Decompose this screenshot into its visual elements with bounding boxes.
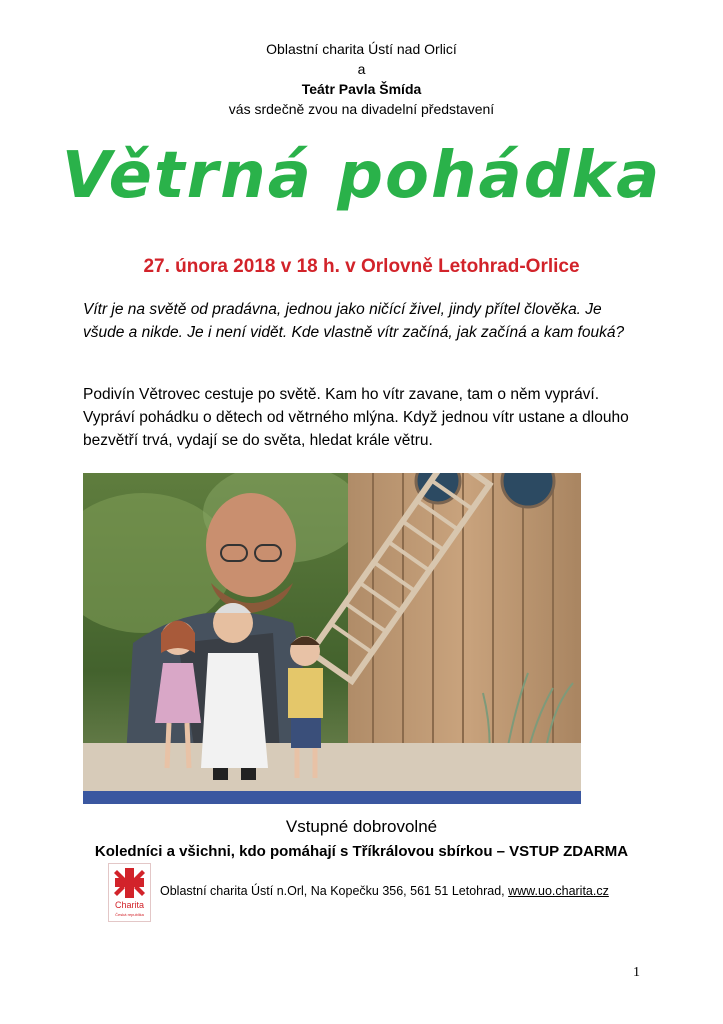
charita-logo bbox=[108, 863, 151, 922]
entry-note: Koledníci a všichni, kdo pomáhají s Tříkrálovou sbírkou – VSTUP ZDARMA bbox=[94, 843, 629, 860]
website-link[interactable]: www.uo.charita.cz bbox=[508, 884, 609, 898]
page-number: 1 bbox=[633, 965, 640, 980]
intro-line: Vítr je na světě od pradávna, jednou jako ničící živel, jindy přítel člověka. Je bbox=[83, 301, 602, 318]
intro-line: všude a nikde. Je i není vidět. Kde vlastně vítr začíná, jak začíná a kam fouká? bbox=[83, 324, 625, 341]
invitation-text: vás srdečně zvou na divadelní představení bbox=[228, 101, 495, 117]
conjunction: a bbox=[357, 61, 366, 77]
story-line: Podivín Větrovec cestuje po světě. Kam ho vítr zavane, tam o něm vypráví. bbox=[83, 386, 600, 403]
footer-address: Oblastní charita Ústí n.Orl, Na Kopečku 356, 561 51 Letohrad, bbox=[160, 884, 509, 898]
theatre-name: Teátr Pavla Šmída bbox=[301, 81, 422, 97]
puppet-show-photo bbox=[83, 473, 581, 804]
logo-subtext: Česká republika bbox=[115, 912, 144, 917]
date-location: 27. února 2018 v 18 h. v Orlovně Letohrad-Orlice bbox=[143, 256, 580, 277]
footer-contact bbox=[160, 884, 609, 898]
intro-paragraph bbox=[83, 298, 643, 344]
story-paragraph bbox=[83, 383, 643, 452]
logo-name-text: Charita bbox=[114, 900, 145, 910]
story-line: Vypráví pohádku o dětech od větrného mlýna. Když jednou vítr ustane a dlouho bbox=[83, 409, 629, 426]
show-title: Větrná pohádka bbox=[61, 139, 662, 213]
organizer-name: Oblastní charita Ústí nad Orlicí bbox=[266, 41, 457, 57]
entry-fee: Vstupné dobrovolné bbox=[285, 817, 438, 836]
story-line: bezvětří trvá, vydají se do světa, hledat krále větru. bbox=[83, 432, 433, 449]
